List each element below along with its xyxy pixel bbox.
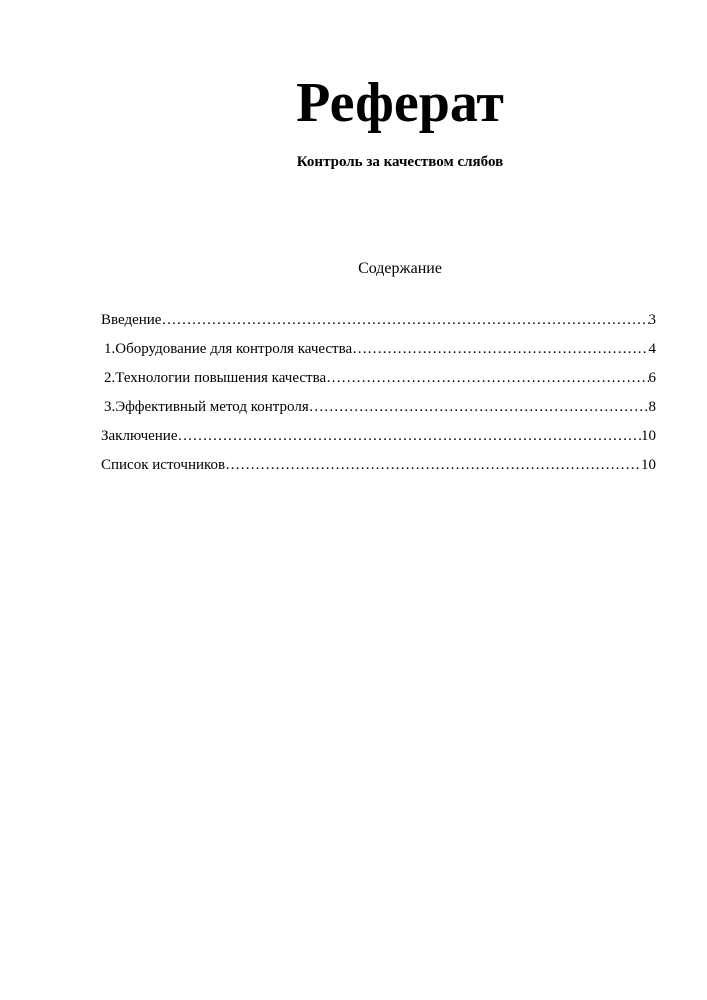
table-of-contents bbox=[101, 308, 656, 482]
toc-entry-section-2 bbox=[101, 366, 656, 395]
toc-entry-sources bbox=[101, 453, 656, 482]
toc-entry-label: Список источников bbox=[101, 457, 226, 473]
toc-heading: Содержание bbox=[358, 260, 442, 277]
toc-dot-leader bbox=[178, 424, 642, 448]
document-title: Реферат bbox=[296, 72, 504, 134]
toc-entry-label: Введение bbox=[101, 312, 162, 328]
document-subtitle: Контроль за качеством слябов bbox=[296, 154, 504, 170]
toc-entry-conclusion bbox=[101, 424, 656, 453]
toc-page-number: 10 bbox=[641, 457, 656, 473]
toc-page-number: 3 bbox=[648, 312, 656, 328]
toc-page-number: 6 bbox=[648, 370, 656, 386]
toc-dot-leader bbox=[326, 366, 648, 390]
toc-dot-leader bbox=[352, 337, 648, 361]
toc-entry-number: 2. bbox=[104, 370, 116, 386]
toc-entry-label: Оборудование для контроля качества bbox=[115, 341, 353, 357]
toc-page-number: 8 bbox=[648, 399, 656, 415]
toc-entry-section-1 bbox=[101, 337, 656, 366]
toc-dot-leader bbox=[161, 308, 648, 332]
toc-dot-leader bbox=[309, 395, 649, 419]
toc-dot-leader bbox=[225, 453, 641, 477]
toc-entry-label: Заключение bbox=[101, 428, 178, 444]
toc-entry-number: 3. bbox=[104, 399, 116, 415]
toc-page-number: 10 bbox=[641, 428, 656, 444]
toc-page-number: 4 bbox=[648, 341, 656, 357]
toc-entry-label: Эффективный метод контроля bbox=[115, 399, 309, 415]
toc-entry-label: Технологии повышения качества bbox=[115, 370, 327, 386]
toc-entry-introduction bbox=[101, 308, 656, 337]
toc-entry-number: 1. bbox=[104, 341, 116, 357]
toc-entry-section-3 bbox=[101, 395, 656, 424]
